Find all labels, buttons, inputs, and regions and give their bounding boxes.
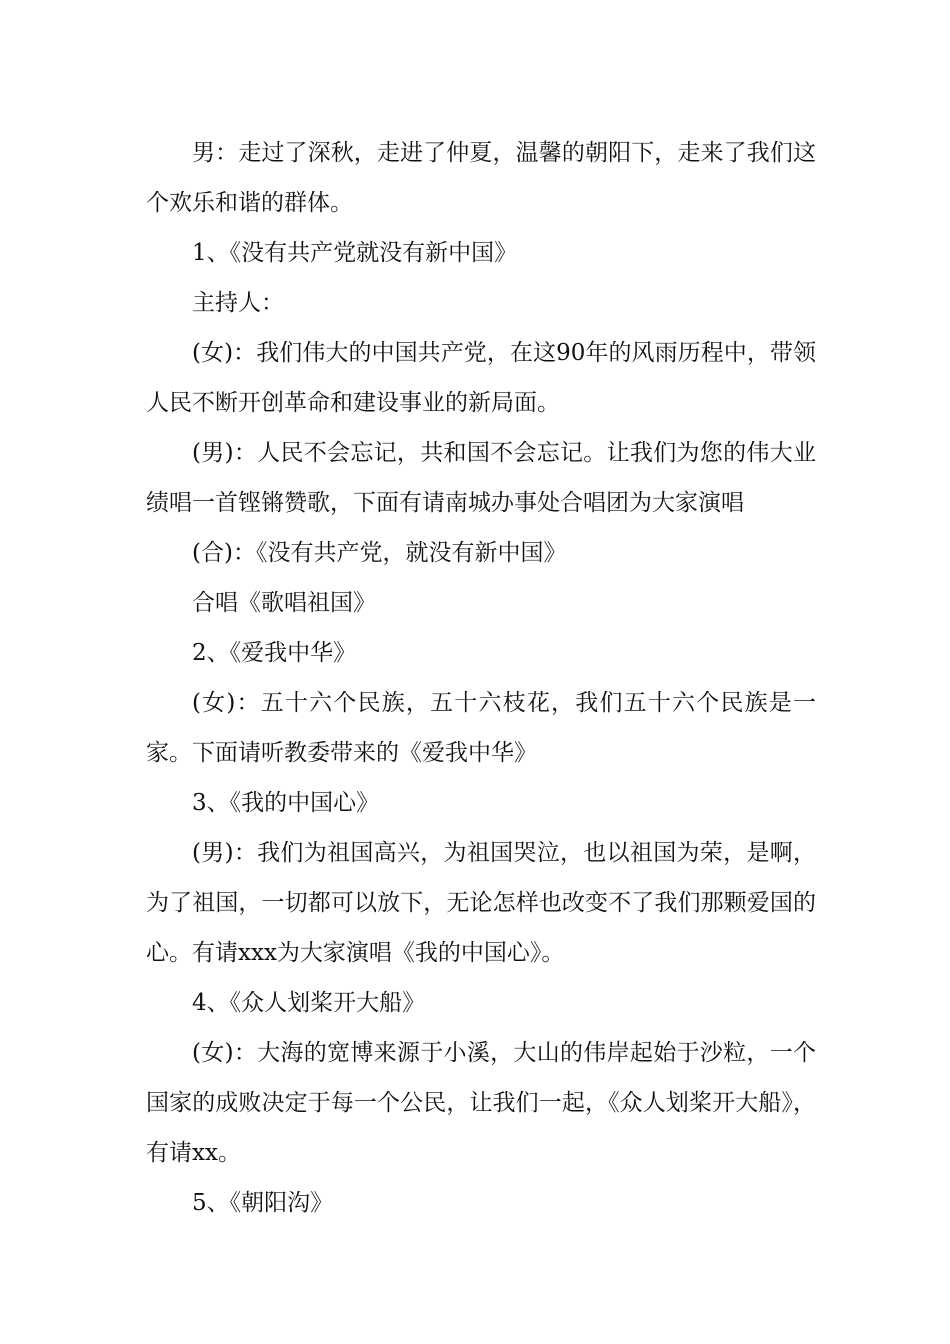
- paragraph: (女)：大海的宽博来源于小溪，大山的伟岸起始于沙粒，一个国家的成败决定于每一个公民，让我们一起，《众人划桨开大船》，有请xx。: [146, 1040, 816, 1166]
- paragraph: 合唱《歌唱祖国》: [192, 590, 376, 616]
- section-heading: 5、《朝阳沟》: [192, 1190, 334, 1216]
- document-body: [146, 128, 816, 1228]
- section-heading: 4、《众人划桨开大船》: [192, 990, 426, 1016]
- section-heading: 1、《没有共产党就没有新中国》: [192, 240, 518, 266]
- paragraph: 主持人：: [192, 290, 284, 316]
- paragraph: (合)：《没有共产党，就没有新中国》: [192, 540, 567, 566]
- paragraph: (男)：我们为祖国高兴，为祖国哭泣，也以祖国为荣，是啊，为了祖国，一切都可以放下，无论怎样也改变不了我们那颗爱国的心。有请xxx为大家演唱《我的中国心》。: [146, 840, 816, 966]
- paragraph: 男：走过了深秋，走进了仲夏，温馨的朝阳下，走来了我们这个欢乐和谐的群体。: [146, 140, 816, 216]
- paragraph: (女)：我们伟大的中国共产党，在这90年的风雨历程中，带领人民不断开创革命和建设事业的新局面。: [146, 340, 816, 416]
- section-heading: 3、《我的中国心》: [192, 790, 380, 816]
- paragraph: (男)：人民不会忘记，共和国不会忘记。让我们为您的伟大业绩唱一首铿锵赞歌，下面有请南城办事处合唱团为大家演唱: [146, 440, 816, 516]
- section-heading: 2、《爱我中华》: [192, 640, 357, 666]
- paragraph: (女)：五十六个民族，五十六枝花，我们五十六个民族是一家。下面请听教委带来的《爱我中华》: [146, 690, 816, 766]
